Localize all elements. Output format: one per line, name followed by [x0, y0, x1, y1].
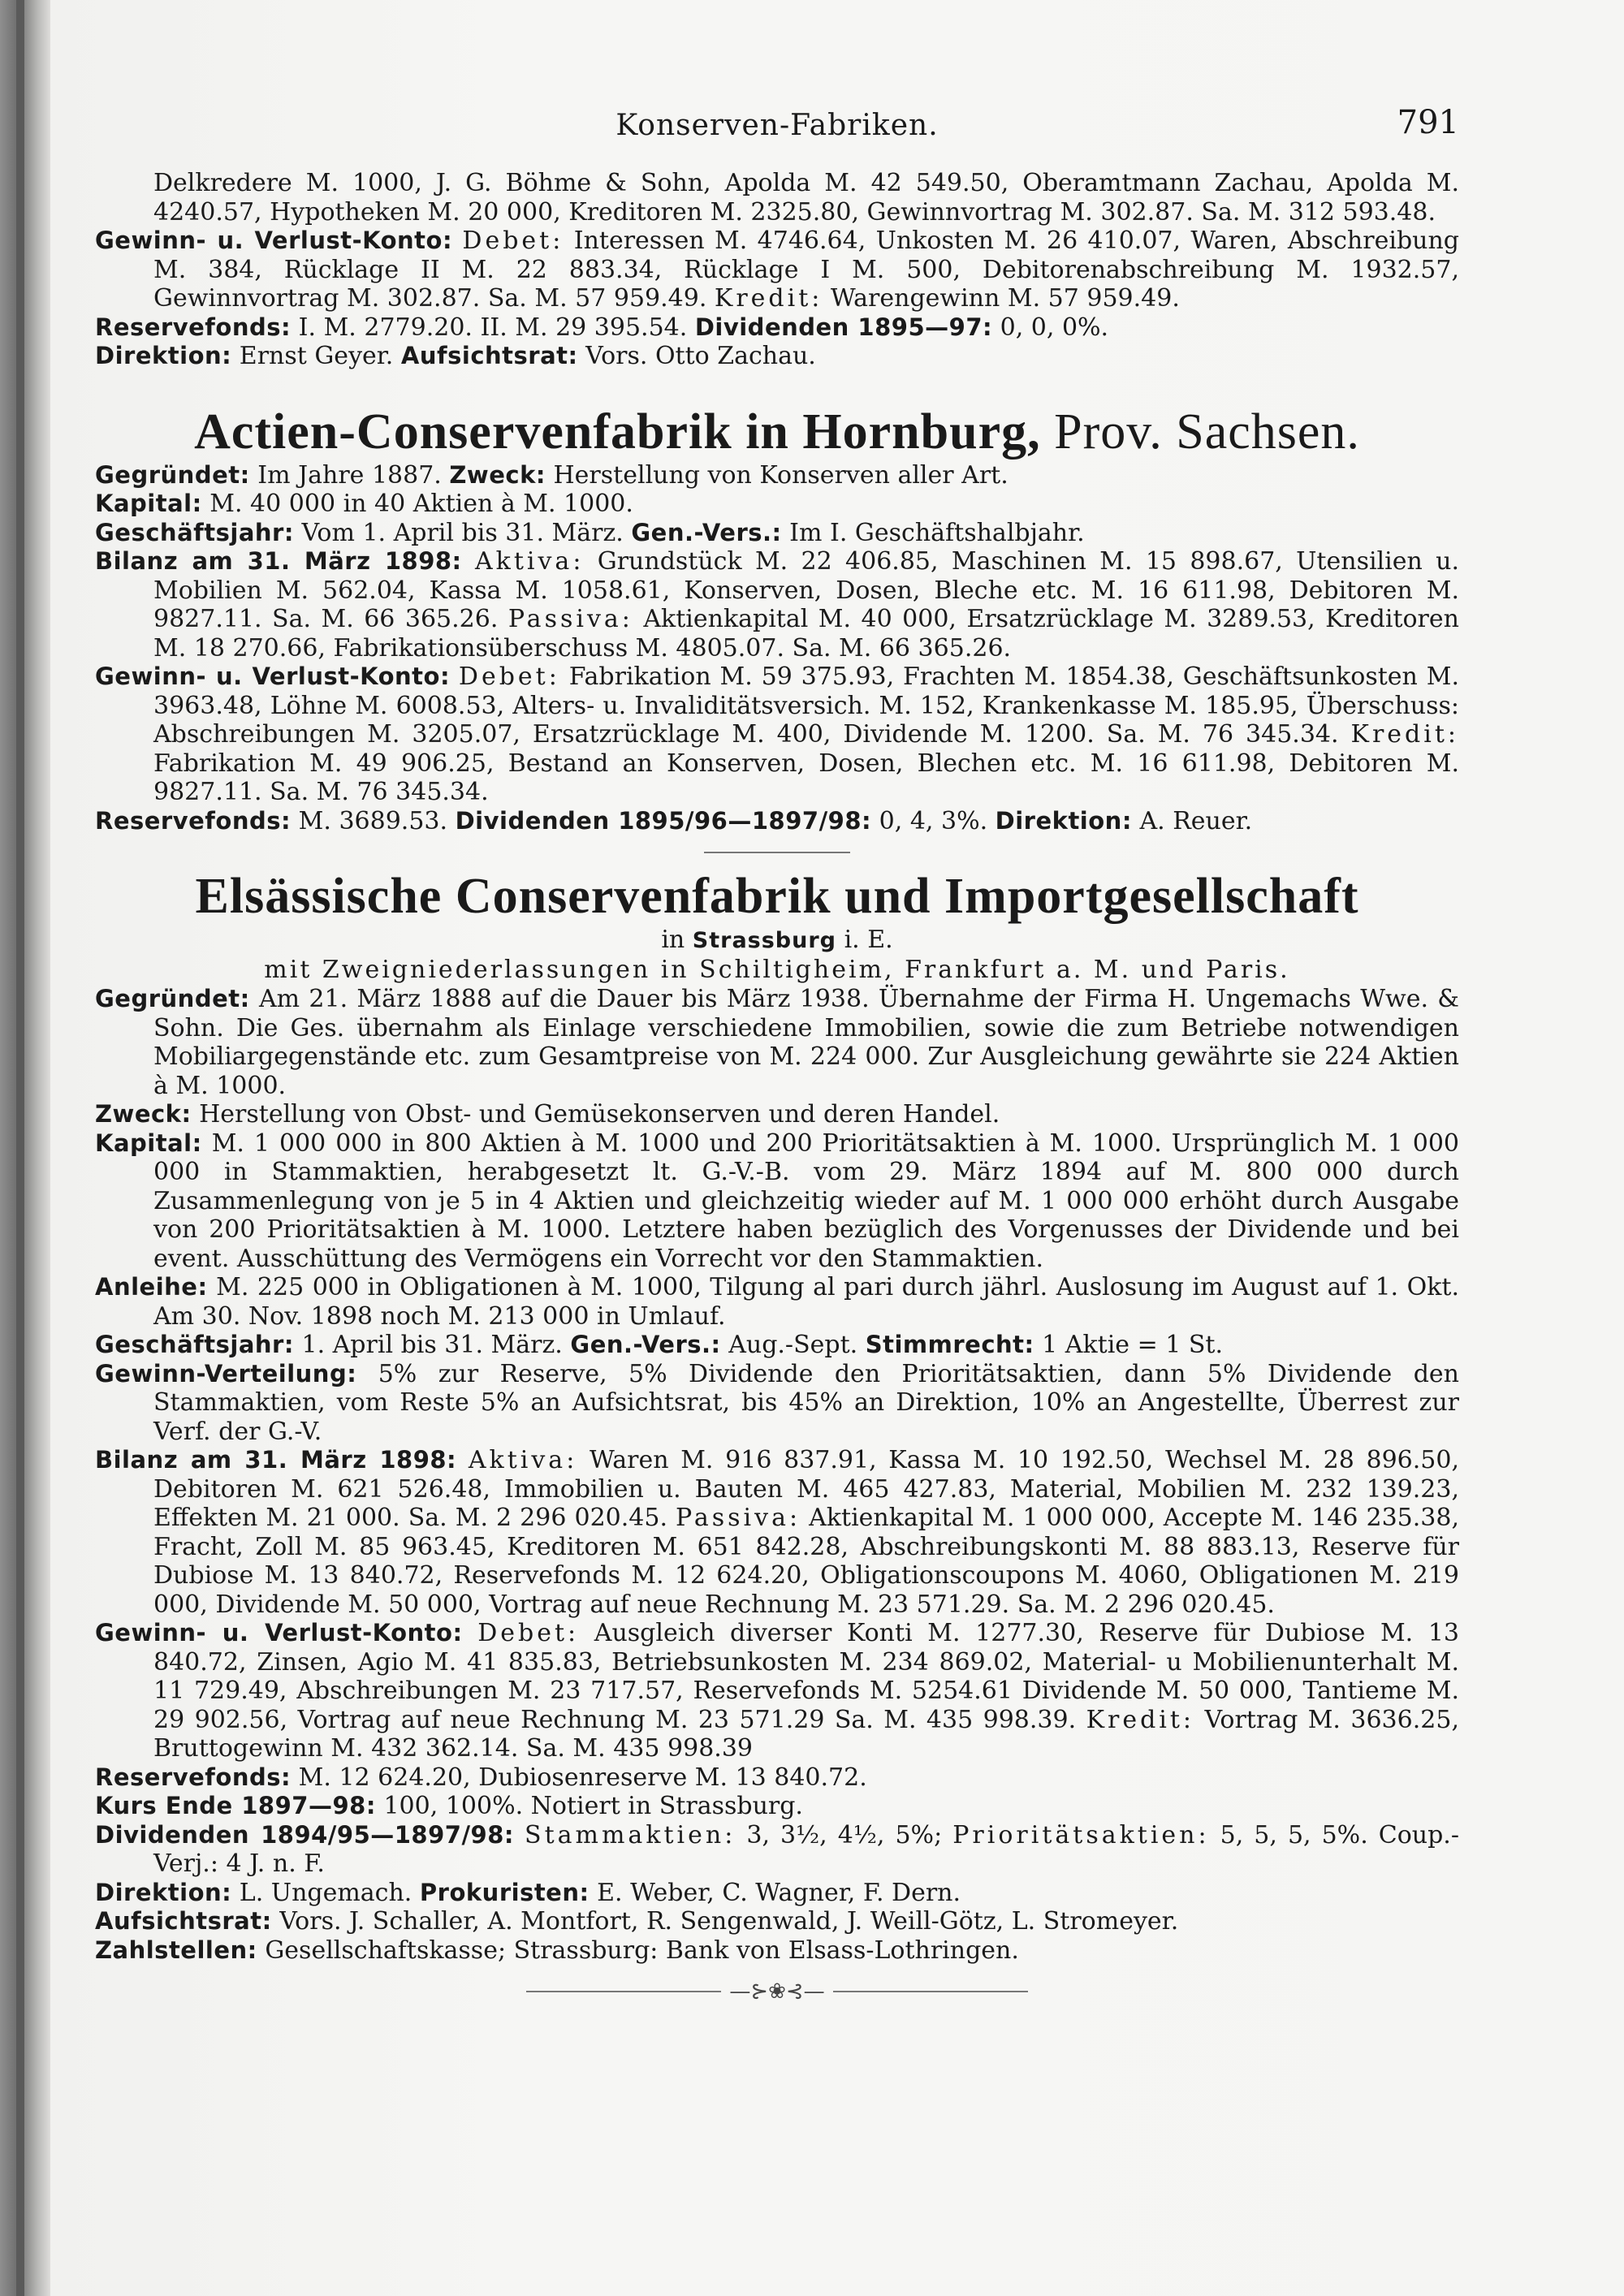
reserve-line: Reservefonds: M. 12 624.20, Dubiosenreserve M. 13 840.72.	[95, 1763, 867, 1792]
reserve-dividend-line: Reservefonds: M. 3689.53. Dividenden 1895/96—1897/98: 0, 4, 3%. Direktion: A. Reuer.	[95, 806, 1253, 835]
paying-agents: Zahlstellen: Gesellschaftskasse; Strassburg: Bank von Elsass-Lothringen.	[95, 1936, 1019, 1965]
purpose-line: Zweck: Herstellung von Obst- und Gemüsekonserven und deren Handel.	[95, 1100, 1000, 1129]
founded-line: Gegründet: Im Jahre 1887. Zweck: Herstellung von Konserven aller Art.	[95, 460, 1009, 490]
scanned-page	[50, 0, 1624, 2296]
balance-sheet: Bilanz am 31. März 1898: Aktiva: Grundstück M. 22 406.85, Maschinen M. 15 898.67, Utensilien u. Mobilien M. 562.04, Kassa M. 1058.61, Konserven, Dosen, Bleche etc. M. 16 611.98, Debitoren M. 9827.11. Sa. M. 66 365.26. Passiva: Aktienkapital M. 40 000, Ersatzrücklage M. 3289.53, Kreditoren M. 18 270.66, Fabrikationsüberschuss M. 4805.07. Sa. M. 66 365.26.	[95, 547, 1459, 662]
running-header	[95, 104, 1459, 154]
balance-continuation: Delkredere M. 1000, J. G. Böhme & Sohn, Apolda M. 42 549.50, Oberamtmann Zachau, Apolda M. 4240.57, Hypotheken M. 20 000, Kreditoren M. 2325.80, Gewinnvortrag M. 302.87. Sa. M. 312 593.48.	[153, 169, 1459, 227]
balance-sheet: Bilanz am 31. März 1898: Aktiva: Waren M. 916 837.91, Kassa M. 10 192.50, Wechsel M. 28 896.50, Debitoren M. 621 526.48, Immobilien u. Bauten M. 465 427.83, Material, Mobilien M. 232 139.23, Effekten M. 21 000. Sa. M. 2 296 020.45. Passiva: Aktienkapital M. 1 000 000, Accepte M. 146 235.38, Fracht, Zoll M. 85 963.45, Kreditoren M. 651 842.28, Abschreibungskonti M. 88 883.13, Reserve für Dubiose M. 13 840.72, Reservefonds M. 12 624.20, Obligationscoupons M. 4060, Obligationen M. 219 000, Dividende M. 50 000, Vortrag auf neue Rechnung M. 23 571.29. Sa. M. 2 296 020.45.	[95, 1446, 1459, 1619]
capital-line: Kapital: M. 40 000 in 40 Aktien à M. 1000.	[95, 490, 633, 518]
entry-hornburg	[95, 461, 1459, 836]
capital-line: Kapital: M. 1 000 000 in 800 Aktien à M. 1000 und 200 Prioritätsaktien à M. 1000. Ursprünglich M. 1 000 000 in Stammaktien, herabgesetzt lt. G.-V.-B. vom 29. März 1894 auf M. 800 000 durch Zusammenlegung von je 5 in 4 Aktien und gleichzeitig wieder auf M. 1 000 000 erhöht durch Ausgabe von 200 Prioritätsaktien à M. 1000. Letztere haben bezüglich des Vorgenusses der Dividende und bei event. Ausschüttung des Vermögens ein Vorrecht vor den Stammaktien.	[95, 1129, 1459, 1273]
management-line: Direktion: L. Ungemach. Prokuristen: E. Weber, C. Wagner, F. Dern.	[95, 1878, 961, 1907]
founded-line: Gegründet: Am 21. März 1888 auf die Dauer bis März 1938. Übernahme der Firma H. Ungemachs Wwe. & Sohn. Die Ges. übernahm als Einlage verschiedene Immobilien, sowie die zum Betriebe notwendigen Mobiliargegenstände etc. zum Gesamtpreise von M. 224 000. Zur Ausgleichung gewährte sie 224 Aktien à M. 1000.	[95, 985, 1459, 1100]
book-spine	[0, 0, 50, 2296]
profit-loss-account: Gewinn- u. Verlust-Konto: Debet: Interessen M. 4746.64, Unkosten M. 26 410.07, Waren, Abschreibung M. 384, Rücklage II M. 22 883.34, Rücklage I M. 500, Debitorenabschreibung M. 1932.57, Gewinnvortrag M. 302.87. Sa. M. 57 959.49. Kredit: Warengewinn M. 57 959.49.	[95, 227, 1459, 313]
fiscal-year-line: Geschäftsjahr: 1. April bis 31. März. Gen.-Vers.: Aug.-Sept. Stimmrecht: 1 Aktie = 1 St.	[95, 1331, 1224, 1359]
management-line: Direktion: Ernst Geyer. Aufsichtsrat: Vors. Otto Zachau.	[95, 342, 816, 370]
profit-loss-account: Gewinn- u. Verlust-Konto: Debet: Fabrikation M. 59 375.93, Frachten M. 1854.38, Geschäftsunkosten M. 3963.48, Löhne M. 6008.53, Alters- u. Invaliditätsversich. M. 152, Krankenkasse M. 185.95, Überschuss: Abschreibungen M. 3205.07, Ersatzrücklage M. 400, Dividende M. 1200. Sa. M. 76 345.34. Kredit: Fabrikation M. 49 906.25, Bestand an Konserven, Dosen, Blechen etc. M. 16 611.98, Debitoren M. 9827.11. Sa. M. 76 345.34.	[95, 662, 1459, 806]
profit-loss-account: Gewinn- u. Verlust-Konto: Debet: Ausgleich diverser Konti M. 1277.30, Reserve für Dubiose M. 13 840.72, Zinsen, Agio M. 41 835.83, Betriebsunkosten M. 234 869.02, Material- u Mobilienunterhalt M. 11 729.49, Abschreibungen M. 23 717.57, Reservefonds M. 5254.61 Dividende M. 50 000, Tantieme M. 29 902.56, Vortrag auf neue Rechnung M. 23 571.29 Sa. M. 435 998.39. Kredit: Vortrag M. 3636.25, Bruttogewinn M. 432 362.14. Sa. M. 435 998.39	[95, 1619, 1460, 1763]
supervisory-board: Aufsichtsrat: Vors. J. Schaller, A. Montfort, R. Sengenwald, J. Weill-Götz, L. Stromeyer.	[95, 1907, 1179, 1936]
company-title-elsaessische: Elsässische Conservenfabrik und Importgesellschaft	[195, 869, 1359, 924]
bond-line: Anleihe: M. 225 000 in Obligationen à M. 1000, Tilgung al pari durch jährl. Auslosung im August auf 1. Okt. Am 30. Nov. 1898 noch M. 213 000 in Umlauf.	[95, 1273, 1459, 1331]
closing-ornament	[95, 1979, 1459, 2004]
branch-offices: mit Zweigniederlassungen in Schiltigheim, Frankfurt a. M. und Paris.	[264, 956, 1290, 984]
price-line: Kurs Ende 1897—98: 100, 100%. Notiert in Strassburg.	[95, 1792, 803, 1820]
ornament-glyph: —⊱❀⊰—	[729, 1979, 825, 2004]
profit-distribution: Gewinn-Verteilung: 5% zur Reserve, 5% Dividende den Prioritätsaktien, dann 5% Dividende den Stammaktien, vom Reste 5% an Aufsichtsrat, bis 45% an Direktion, 10% an Angestellte, Überrest zur Verf. der G.-V.	[95, 1359, 1459, 1446]
header-title: Konserven-Fabriken.	[615, 109, 939, 142]
page-number: 791	[1397, 104, 1459, 141]
fiscal-year-line: Geschäftsjahr: Vom 1. April bis 31. März. Gen.-Vers.: Im I. Geschäftshalbjahr.	[95, 518, 1085, 547]
entry-continuation	[95, 169, 1459, 371]
spine-shadow	[16, 0, 24, 2296]
page-content	[95, 104, 1459, 2004]
entry-elsaessische	[95, 985, 1459, 1965]
section-divider	[704, 852, 850, 853]
reserve-dividend-line: Reservefonds: I. M. 2779.20. II. M. 29 395.54. Dividenden 1895—97: 0, 0, 0%.	[95, 313, 1109, 342]
company-location: in Strassburg i. E.	[661, 926, 893, 954]
dividend-line: Dividenden 1894/95—1897/98: Stammaktien: 3, 3½, 4½, 5%; Prioritätsaktien: 5, 5, 5, 5%. Coup.-Verj.: 4 J. n. F.	[95, 1820, 1459, 1878]
company-title-hornburg: Actien-Conservenfabrik in Hornburg, Prov. Sachsen.	[194, 404, 1360, 460]
